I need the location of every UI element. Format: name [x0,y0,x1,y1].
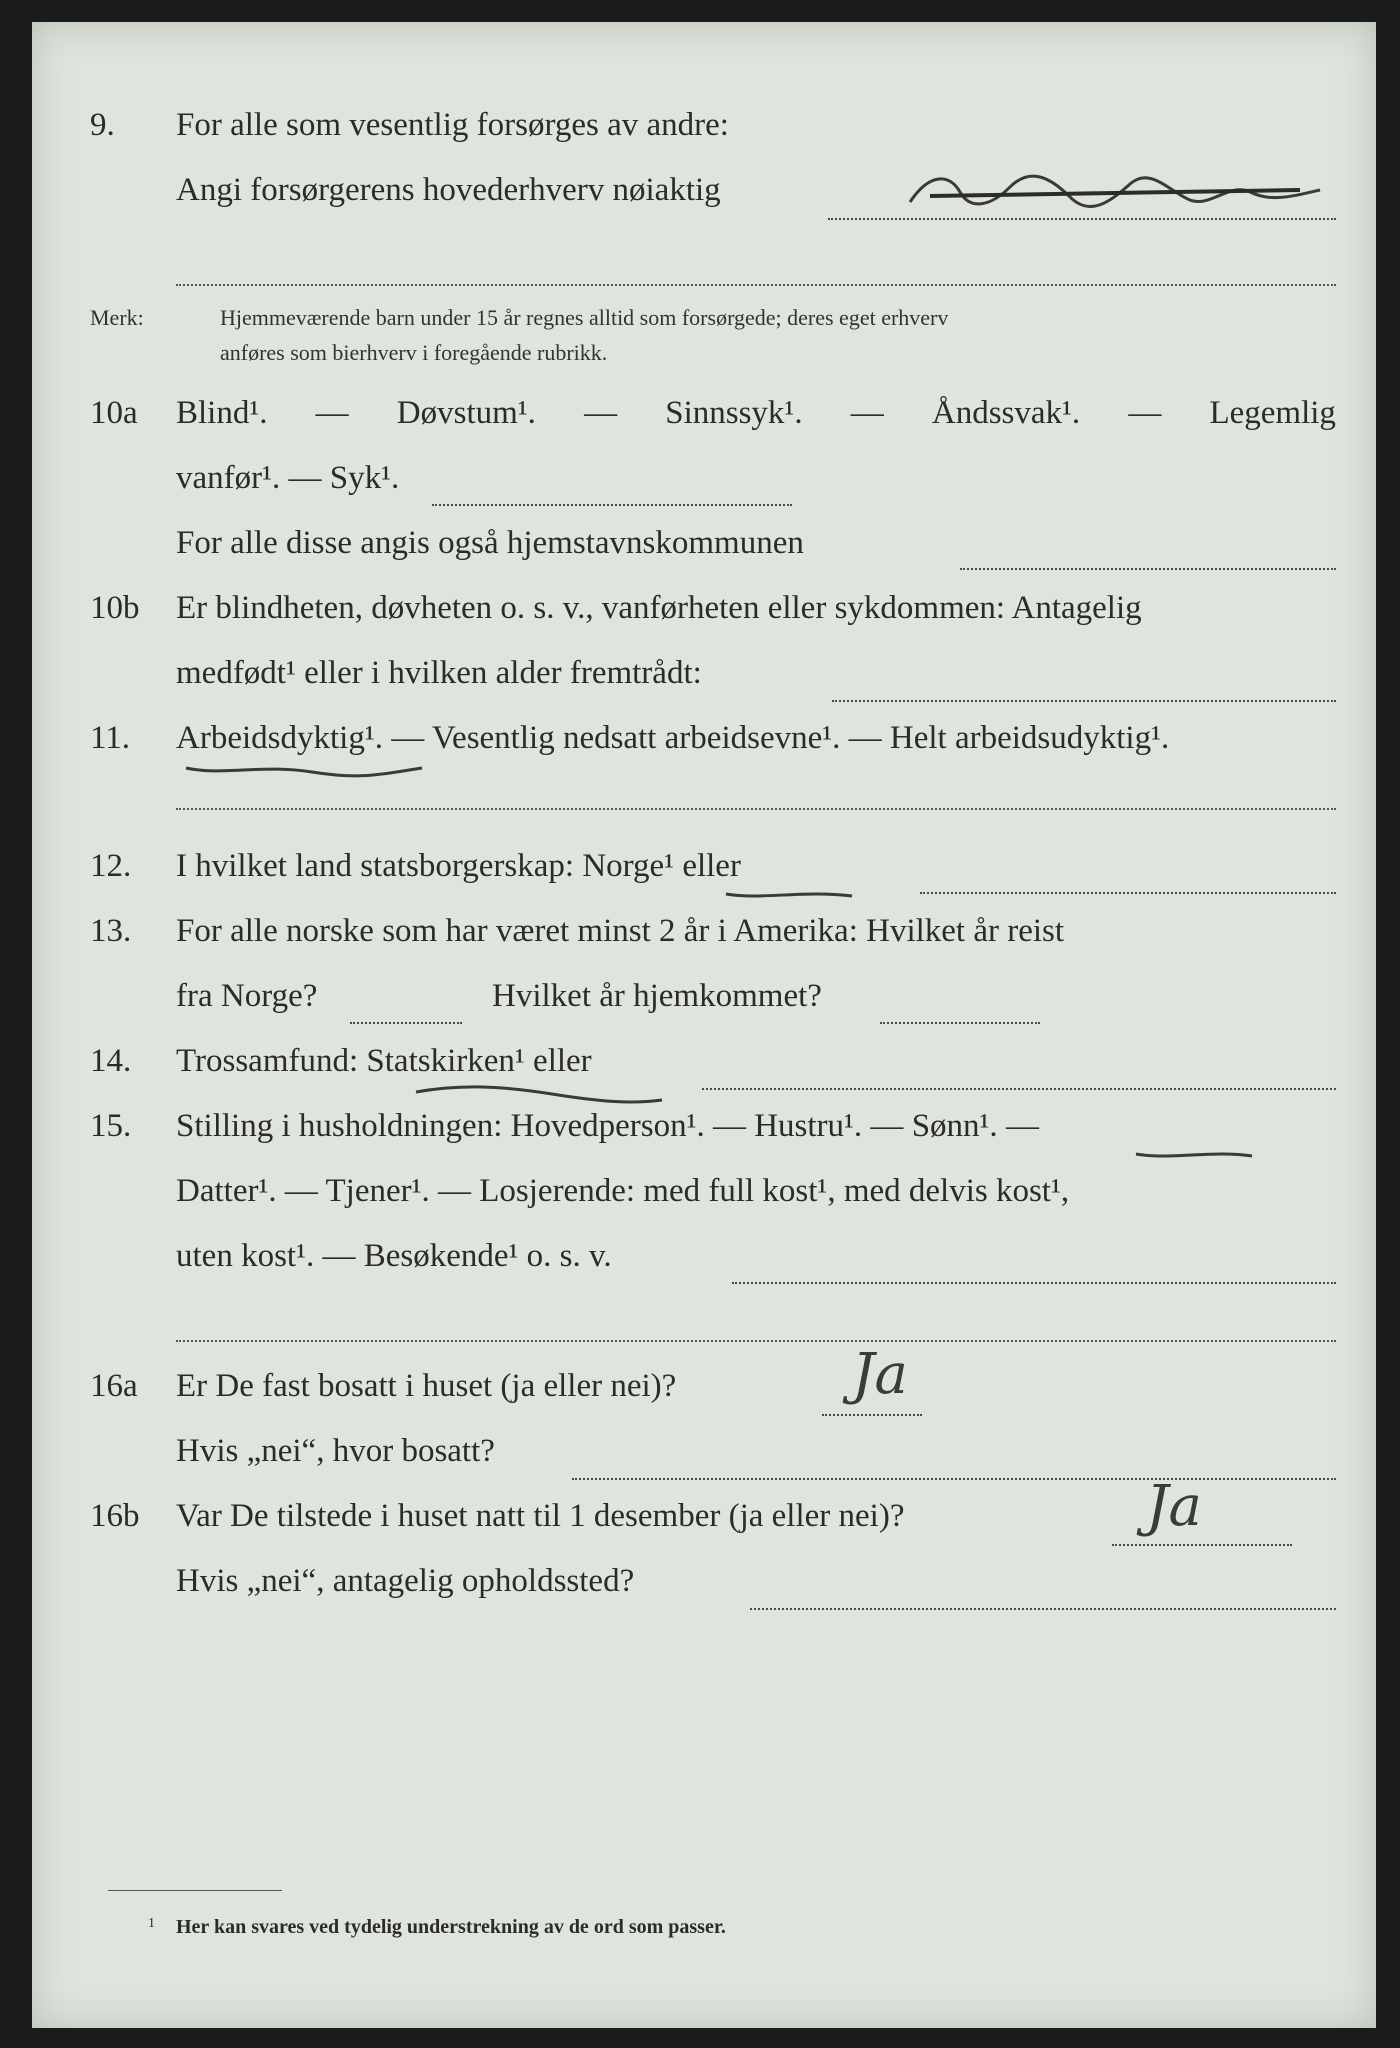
q14-tail: eller [533,1043,592,1079]
q13-line1 [32,913,1376,961]
footnote-mark: 1 [148,1916,155,1931]
q10a-line3 [32,525,1376,573]
q10a-number: 10a [90,395,138,431]
q14-line [32,1043,1376,1091]
q12-number: 12. [90,848,132,884]
q16a-residence-line[interactable] [572,1478,1336,1480]
q10b-line2 [32,655,1376,703]
q12-lead: I hvilket land statsborgerskap: [176,848,575,884]
q14-number: 14. [90,1043,132,1079]
q15-text-2: Datter¹. — Tjener¹. — Losjerende: med full kost¹, med delvis kost¹, [176,1173,1070,1209]
merk-text-1: Hjemmeværende barn under 15 år regnes alltid som forsørgede; deres eget erhverv [220,305,949,330]
option-legemlig[interactable]: Legemlig [1209,395,1336,431]
q11-extra-line [176,808,1336,810]
q13-text-2a: fra Norge? [176,978,318,1014]
q15-line3 [32,1238,1376,1286]
q10a-text-3: For alle disse angis også hjemstavnskommunen [176,525,804,561]
q10b-number: 10b [90,590,140,626]
footnote [32,1916,1376,1964]
q16b-handwritten-answer: Ja [1146,1474,1202,1539]
option-sinnssyk[interactable]: Sinnssyk¹. [665,395,803,431]
option-dovstum[interactable]: Døvstum¹. [396,395,536,431]
q10a-text-2: vanfør¹. — Syk¹. [176,460,400,496]
option-statskirken[interactable]: Statskirken¹ [366,1043,525,1079]
dash: — [1128,395,1162,431]
q11-options [176,720,1169,757]
q16a-text-1: Er De fast bosatt i huset (ja eller nei)? [176,1368,677,1404]
q12-text [176,848,741,885]
q10a-line2 [32,460,1376,508]
q16a-number: 16a [90,1368,138,1404]
q13-line2 [32,978,1376,1026]
q13-number: 13. [90,913,132,949]
q14-lead: Trossamfund: [176,1043,359,1079]
q9-extra-line [176,284,1336,286]
merk-label: Merk: [90,305,144,330]
q16a-line1 [32,1368,1376,1416]
dash: — [584,395,618,431]
q10a-options [176,395,1336,432]
option-blind[interactable]: Blind¹. [176,395,268,431]
q11-handwritten-underline [182,760,432,780]
q14-answer-line[interactable] [702,1088,1336,1090]
q15-text-1 [176,1108,1039,1145]
q15-answer-line[interactable] [732,1282,1336,1284]
q14-text [176,1043,592,1080]
q9-crossed-out-handwriting [900,162,1340,222]
q15-text-3: uten kost¹. — Besøkende¹ o. s. v. [176,1238,612,1274]
q9-question-2: Angi forsørgerens hovederhverv nøiaktig [176,172,721,208]
q15-handwritten-underline [1132,1148,1262,1164]
q9-number: 9. [90,107,115,143]
option-norge[interactable]: Norge¹ [582,848,675,884]
q11-other-options: — Vesentlig nedsatt arbeidsevne¹. — Helt arbeidsudyktig¹. [391,720,1170,756]
q10b-text-2: medfødt¹ eller i hvilken alder fremtrådt: [176,655,702,691]
census-form-page [32,22,1376,2028]
option-andssvak[interactable]: Åndssvak¹. [931,395,1081,431]
q13-text-2b: Hvilket år hjemkommet? [492,978,822,1014]
q15-options-1: Stilling i husholdningen: Hovedperson¹. — Hustru¹. — [176,1108,904,1144]
footnote-text: Her kan svares ved tydelig understrekning av de ord som passer. [176,1916,726,1938]
q10b-line1 [32,590,1376,638]
q12-tail: eller [682,848,741,884]
q12-answer-line[interactable] [920,892,1336,894]
q15-extra-line [176,1340,1336,1342]
q16b-text-1: Var De tilstede i huset natt til 1 desember (ja eller nei)? [176,1498,905,1534]
q15-number: 15. [90,1108,132,1144]
merk-text-2: anføres som bierhverv i foregående rubrikk. [220,340,608,365]
q12-line [32,848,1376,896]
q11-number: 11. [90,720,131,756]
q15-line2 [32,1173,1376,1221]
footnote-divider [108,1890,282,1891]
q16a-text-2: Hvis „nei“, hvor bosatt? [176,1433,495,1469]
q10a-hometown-line[interactable] [960,568,1336,570]
q16b-line2 [32,1563,1376,1611]
q16a-handwritten-answer: Ja [852,1342,908,1407]
q13-emigrated-year-line[interactable] [350,1022,462,1024]
q10b-text-1: Er blindheten, døvheten o. s. v., vanførheten eller sykdommen: Antagelig [176,590,1142,626]
q10a-answer-line[interactable] [432,504,792,506]
q16a-answer-line[interactable] [822,1414,922,1416]
q10a-line1 [32,395,1376,443]
dash: — [1005,1108,1039,1144]
q13-text-1: For alle norske som har været minst 2 år i Amerika: Hvilket år reist [176,913,1065,949]
q10b-answer-line[interactable] [832,700,1336,702]
dash: — [315,395,349,431]
option-sonn[interactable]: Sønn¹. [911,1108,998,1144]
q9-question: For alle som vesentlig forsørges av andre: [176,107,729,143]
option-arbeidsdyktig[interactable]: Arbeidsdyktig¹. [176,720,383,756]
q14-handwritten-underline [412,1082,672,1108]
dash: — [850,395,884,431]
q16b-location-line[interactable] [750,1608,1336,1610]
q12-handwritten-underline [722,888,862,904]
q9-line1 [32,107,1376,155]
q16b-number: 16b [90,1498,140,1534]
q16b-text-2: Hvis „nei“, antagelig opholdssted? [176,1563,635,1599]
q13-returned-year-line[interactable] [880,1022,1040,1024]
merk-line2 [32,340,1376,388]
q16b-answer-line[interactable] [1112,1544,1292,1546]
